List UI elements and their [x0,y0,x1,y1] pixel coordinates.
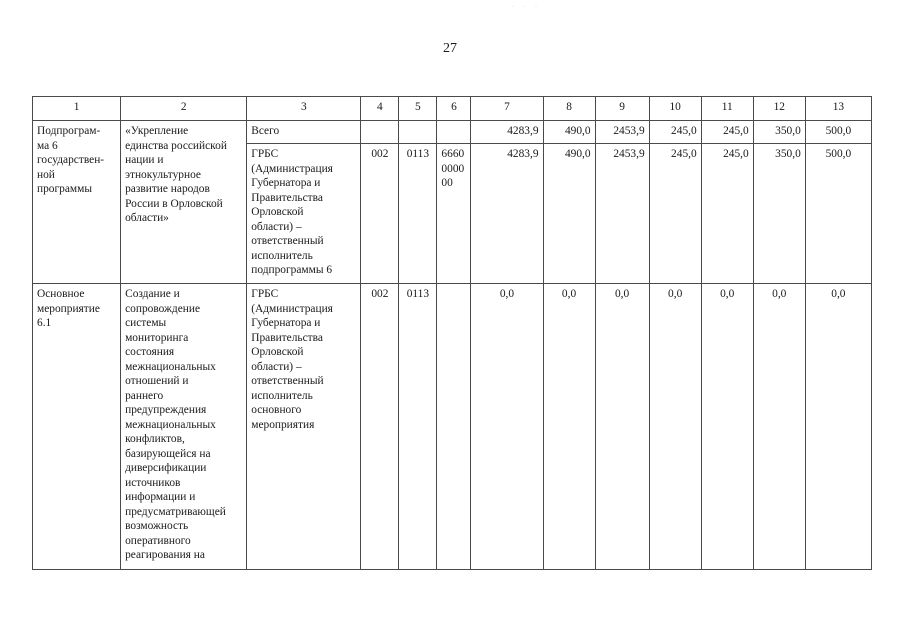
csr-code-cell [437,121,471,144]
text-line: диверсификации [125,462,207,474]
column-number: 11 [701,97,753,121]
value-year: 2453,9 [595,121,649,144]
subprogram-total-row [33,121,872,144]
text-line: сопровождение [125,302,201,315]
value-year: 0,0 [805,284,871,570]
value-year: 490,0 [543,144,595,284]
text-line: ной [37,168,55,181]
text-line: Правительства [251,331,323,344]
value-year: 500,0 [805,144,871,284]
text-line: государствен- [37,154,105,166]
column-number-row [33,97,872,121]
column-number: 4 [361,97,399,121]
value-year: 350,0 [753,121,805,144]
text-line: информации и [125,491,196,503]
csr-code-cell [437,284,471,570]
column-number: 1 [33,97,121,121]
grbs-code: 002 [361,144,399,284]
text-line: (Администрация [251,162,333,175]
text-line: области) – [251,220,302,233]
text-line: (Администрация [251,302,333,315]
executor-cell [247,284,361,570]
scan-artifact: · · · [512,4,541,10]
column-number: 9 [595,97,649,121]
rzpr-code: 0113 [399,284,437,570]
column-number: 10 [649,97,701,121]
text-line: Подпрограм- [37,125,101,137]
column-number: 12 [753,97,805,121]
text-line: исполнитель [251,249,313,262]
column-number: 13 [805,97,871,121]
text-line: основного [251,404,302,416]
text-line: Всего [251,125,280,137]
text-line: источников [125,476,181,489]
value-year: 0,0 [595,284,649,570]
text-line: ответственный [251,375,324,387]
subprogram-status-cell [33,121,121,284]
text-line: состояния [125,346,175,358]
text-line: Губернатора и [251,177,321,189]
text-line: развитие народов [125,183,210,195]
text-line: межнациональных [125,360,216,373]
csr-code-cell [437,144,471,284]
text-line: раннего [125,389,164,402]
column-number: 8 [543,97,595,121]
text-line: ГРБС [251,288,279,300]
subprogram-status [37,124,116,197]
text-line: 6.1 [37,317,52,329]
text-line: Основное [37,288,85,300]
value-year: 0,0 [543,284,595,570]
column-number: 6 [437,97,471,121]
value-year: 245,0 [649,121,701,144]
text-line: Создание и [125,288,180,300]
text-line: отношений и [125,375,189,387]
text-line: 00 [441,177,453,189]
text-line: единства российской [125,139,227,152]
value-year: 245,0 [701,144,753,284]
value-year: 2453,9 [595,144,649,284]
value-year: 0,0 [753,284,805,570]
budget-table [32,96,872,570]
column-number: 5 [399,97,437,121]
value-year: 0,0 [649,284,701,570]
text-line: области) – [251,360,302,373]
main-event-name [125,287,242,563]
text-line: ма 6 [37,139,58,152]
value-total: 4283,9 [471,121,543,144]
main-event-status [37,287,116,331]
text-line: реагирования на [125,549,205,561]
rzpr-code [399,121,437,144]
grbs-code [361,121,399,144]
subprogram-name-cell [121,121,247,284]
text-line: подпрограммы 6 [251,264,333,276]
text-line: Орловской [251,206,304,218]
value-year: 245,0 [649,144,701,284]
text-line: ГРБС [251,148,279,160]
text-line: базирующейся на [125,447,211,460]
column-number: 7 [471,97,543,121]
text-line: мероприятия [251,418,315,431]
text-line: 6660 [441,148,465,160]
grbs-code: 002 [361,284,399,570]
text-line: области» [125,212,169,224]
text-line: «Укрепление [125,125,189,137]
text-line: конфликтов, [125,433,185,445]
text-line: исполнитель [251,389,313,402]
executor-description [251,287,356,432]
text-line: возможность [125,520,189,532]
column-number: 2 [121,97,247,121]
text-line: оперативного [125,534,191,547]
executor-cell [247,121,361,144]
text-line: мероприятие [37,302,100,315]
value-year: 500,0 [805,121,871,144]
csr-code [441,147,466,191]
text-line: предусматривающей [125,505,226,518]
text-line: Орловской [251,346,304,358]
text-line: мониторинга [125,331,189,344]
text-line: России в Орловской [125,197,223,210]
rzpr-code: 0113 [399,144,437,284]
text-line: этнокультурное [125,168,201,181]
text-line: нации и [125,154,164,166]
text-line: ответственный [251,235,324,247]
page-number: 27 [443,41,457,56]
text-line: системы [125,317,167,329]
main-event-row [33,284,872,570]
text-line: Губернатора и [251,317,321,329]
main-event-status-cell [33,284,121,570]
value-year: 350,0 [753,144,805,284]
text-line: межнациональных [125,418,216,431]
value-total: 4283,9 [471,144,543,284]
column-number: 3 [247,97,361,121]
executor-total-label [251,124,356,139]
text-line: программы [37,183,92,195]
value-total: 0,0 [471,284,543,570]
text-line: 0000 [441,162,465,175]
executor-cell [247,144,361,284]
executor-description [251,147,356,278]
subprogram-name [125,124,242,226]
main-event-name-cell [121,284,247,570]
value-year: 245,0 [701,121,753,144]
value-year: 490,0 [543,121,595,144]
value-year: 0,0 [701,284,753,570]
text-line: Правительства [251,191,323,204]
text-line: предупреждения [125,404,207,416]
